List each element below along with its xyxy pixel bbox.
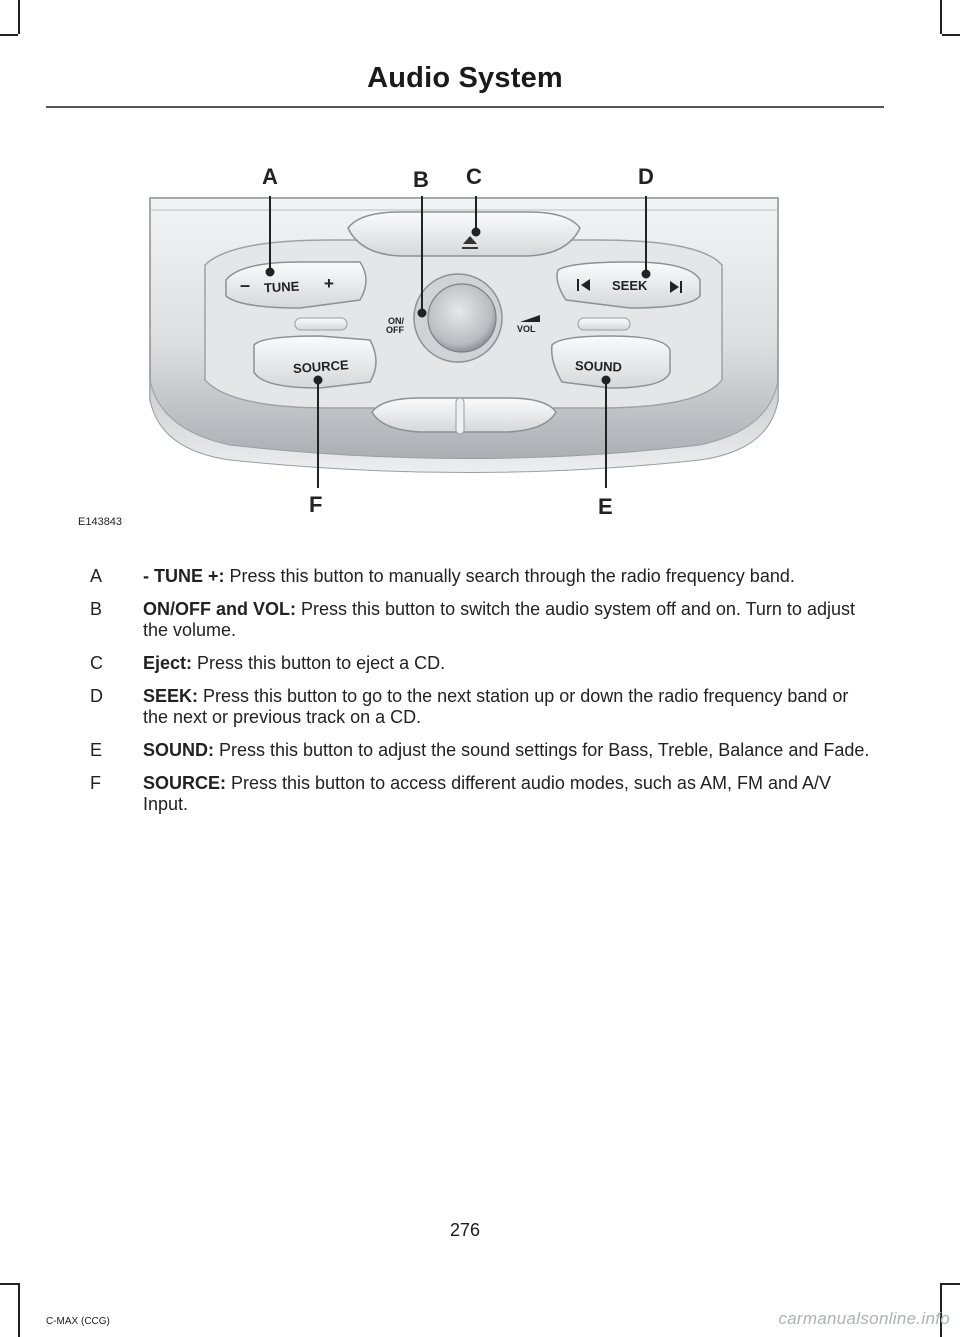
crop-mark — [942, 1283, 960, 1285]
item-description — [143, 773, 878, 815]
crop-mark — [0, 1283, 18, 1285]
list-item — [0, 653, 960, 674]
list-item — [0, 599, 960, 641]
list-item — [0, 773, 960, 815]
right-divider — [578, 318, 630, 330]
tune-plus-label: + — [324, 274, 334, 293]
crop-mark — [18, 1283, 20, 1337]
sound-label: SOUND — [574, 357, 623, 375]
item-letter: D — [90, 686, 103, 706]
item-text: Press this button to switch the audio system off and on. Turn to adjust the volume. — [143, 599, 855, 640]
item-description — [143, 653, 878, 674]
onoff-label: ON/ OFF — [386, 316, 405, 335]
item-text: Press this button to manually search through the radio frequency band. — [224, 566, 795, 586]
callout-e: E — [598, 494, 613, 519]
item-term: ON/OFF and VOL: — [143, 599, 296, 619]
list-item — [0, 566, 960, 587]
item-description — [143, 686, 878, 728]
tune-label: TUNE — [263, 278, 300, 296]
list-item — [0, 740, 960, 761]
item-letter: B — [90, 599, 103, 619]
item-term: SOURCE: — [143, 773, 227, 793]
callout-a: A — [262, 164, 278, 189]
model-code: C-MAX (CCG) — [46, 1316, 110, 1327]
item-letter: F — [90, 773, 101, 793]
callout-d: D — [638, 164, 654, 189]
callout-b: B — [413, 167, 429, 192]
audio-panel-figure — [0, 0, 960, 560]
callout-f: F — [309, 492, 323, 517]
left-divider — [295, 318, 347, 330]
item-term: SEEK: — [143, 686, 199, 706]
figure-code: E143843 — [78, 516, 123, 528]
item-description — [143, 599, 878, 641]
item-text: Press this button to adjust the sound settings for Bass, Treble, Balance and Fade. — [214, 740, 870, 760]
bottom-button-mark — [456, 398, 464, 434]
page-title: Audio System — [367, 62, 563, 94]
source-label: SOURCE — [292, 357, 350, 377]
item-term: Eject: — [143, 653, 193, 673]
item-text: Press this button to eject a CD. — [192, 653, 446, 673]
item-description — [143, 740, 878, 761]
seek-label: SEEK — [612, 278, 648, 293]
volume-knob — [428, 284, 496, 352]
page-number: 276 — [449, 1220, 481, 1240]
item-term: - TUNE +: — [143, 566, 225, 586]
item-letter: E — [90, 740, 103, 760]
tune-minus-label: – — [240, 275, 251, 295]
item-letter: C — [90, 653, 103, 673]
item-letter: A — [90, 566, 103, 586]
list-item — [0, 686, 960, 728]
eject-button — [348, 212, 580, 256]
callout-c: C — [466, 164, 482, 189]
item-description — [143, 566, 878, 587]
vol-label: VOL — [517, 324, 536, 334]
callout-descriptions — [0, 566, 960, 825]
watermark: carmanualsonline.info — [778, 1309, 950, 1328]
item-term: SOUND: — [143, 740, 214, 760]
item-text: Press this button to go to the next station up or down the radio frequency band or the next or previous track on a CD. — [143, 686, 849, 727]
item-text: Press this button to access different audio modes, such as AM, FM and A/V Input. — [143, 773, 831, 814]
